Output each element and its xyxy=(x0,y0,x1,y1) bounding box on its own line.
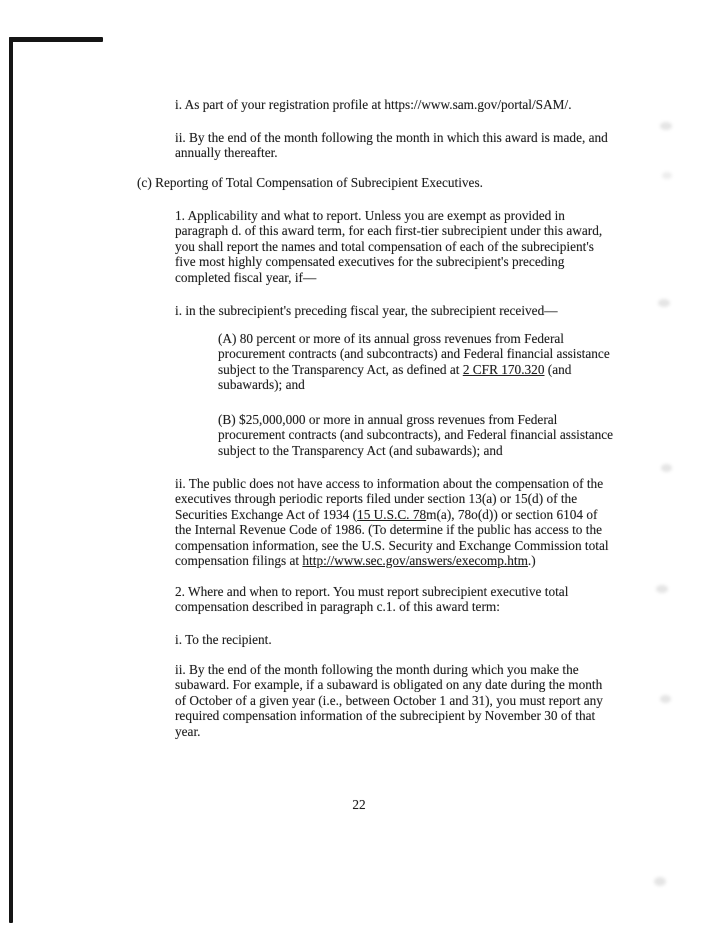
page-number: 22 xyxy=(352,797,366,812)
text-line: procurement contracts (and subcontracts), and Federal financial assistance xyxy=(218,427,614,443)
link-sec-execomp: http://www.sec.gov/answers/execomp.htm xyxy=(302,553,528,569)
text-line: annually thereafter. xyxy=(175,145,278,161)
text-line: (A) 80 percent or more of its annual gross revenues from Federal xyxy=(218,331,564,346)
text-line xyxy=(175,507,609,522)
para-subrecipient-received xyxy=(175,303,558,318)
text-line xyxy=(218,362,610,377)
para-sam-registration xyxy=(175,97,572,112)
text-line: i. in the subrecipient's preceding fiscal year, the subrecipient received— xyxy=(175,303,558,318)
text-line: the Internal Revenue Code of 1986. (To determine if the public has access to the xyxy=(175,522,603,538)
scan-smudge xyxy=(658,299,670,307)
para-public-access xyxy=(175,476,609,568)
text-line: five most highly compensated executives for the subrecipient's preceding xyxy=(175,254,565,270)
text-line: subject to the Transparency Act (and subawards); and xyxy=(218,442,503,458)
link-cfr-170-320: 2 CFR 170.320 xyxy=(462,361,545,377)
text-line: compensation described in paragraph c.1. of this award term: xyxy=(175,599,500,615)
scan-artifact-horizontal-line xyxy=(9,37,103,42)
text-line: required compensation information of the subrecipient by November 30 of that xyxy=(175,708,596,724)
text-line: subaward. For example, if a subaward is obligated on any date during the month xyxy=(175,677,603,693)
para-clause-b xyxy=(218,412,613,458)
para-report-timing xyxy=(175,130,608,161)
text-line: subawards); and xyxy=(218,377,305,393)
scan-smudge xyxy=(656,585,668,593)
text-run: m(a), 78o(d)) or section 6104 of xyxy=(426,506,598,522)
text-line: you shall report the names and total compensation of each of the subrecipient's xyxy=(175,238,594,254)
text-line: procurement contracts (and subcontracts) and Federal financial assistance xyxy=(218,346,610,362)
text-line: 1. Applicability and what to report. Unless you are exempt as provided in xyxy=(175,208,565,223)
text-line: paragraph d. of this award term, for each first-tier subrecipient under this award, xyxy=(175,223,603,239)
text-line: ii. By the end of the month following the month in which this award is made, and xyxy=(175,130,608,145)
para-applicability xyxy=(175,208,602,285)
heading-section-c xyxy=(137,175,483,190)
para-where-when-to-report xyxy=(175,584,568,615)
text-run: subject to the Transparency Act, as defined at xyxy=(218,361,463,377)
text-line: (B) $25,000,000 or more in annual gross revenues from Federal xyxy=(218,412,558,427)
text-line: (c) Reporting of Total Compensation of Subrecipient Executives. xyxy=(137,175,483,190)
scan-smudge xyxy=(661,464,672,472)
scan-smudge xyxy=(654,877,666,886)
scan-smudge xyxy=(662,172,672,179)
text-run: .) xyxy=(527,553,536,569)
text-line: i. As part of your registration profile at https://www.sam.gov/portal/SAM/. xyxy=(175,97,572,112)
para-by-end-of-month xyxy=(175,662,603,739)
scan-smudge xyxy=(660,695,671,703)
scan-artifact-vertical-line xyxy=(9,37,13,923)
text-run: Securities Exchange Act of 1934 ( xyxy=(175,506,358,522)
text-line: ii. By the end of the month following the month during which you make the xyxy=(175,662,579,677)
text-line: executives through periodic reports filed under section 13(a) or 15(d) of the xyxy=(175,491,578,507)
text-line xyxy=(175,553,609,568)
text-line: of October of a given year (i.e., between October 1 and 31), you must report any xyxy=(175,692,603,708)
text-line: ii. The public does not have access to information about the compensation of the xyxy=(175,476,604,491)
scan-smudge xyxy=(660,122,672,130)
link-15-usc-78: 15 U.S.C. 78 xyxy=(357,506,427,522)
text-line: completed fiscal year, if— xyxy=(175,269,317,285)
text-run: (and xyxy=(544,361,572,377)
text-line: i. To the recipient. xyxy=(175,632,272,647)
text-run: compensation filings at xyxy=(175,553,303,569)
text-line: year. xyxy=(175,723,201,739)
text-line: compensation information, see the U.S. Security and Exchange Commission total xyxy=(175,537,609,553)
para-to-recipient xyxy=(175,632,272,647)
text-line: 2. Where and when to report. You must report subrecipient executive total xyxy=(175,584,569,599)
para-clause-a xyxy=(218,331,610,393)
